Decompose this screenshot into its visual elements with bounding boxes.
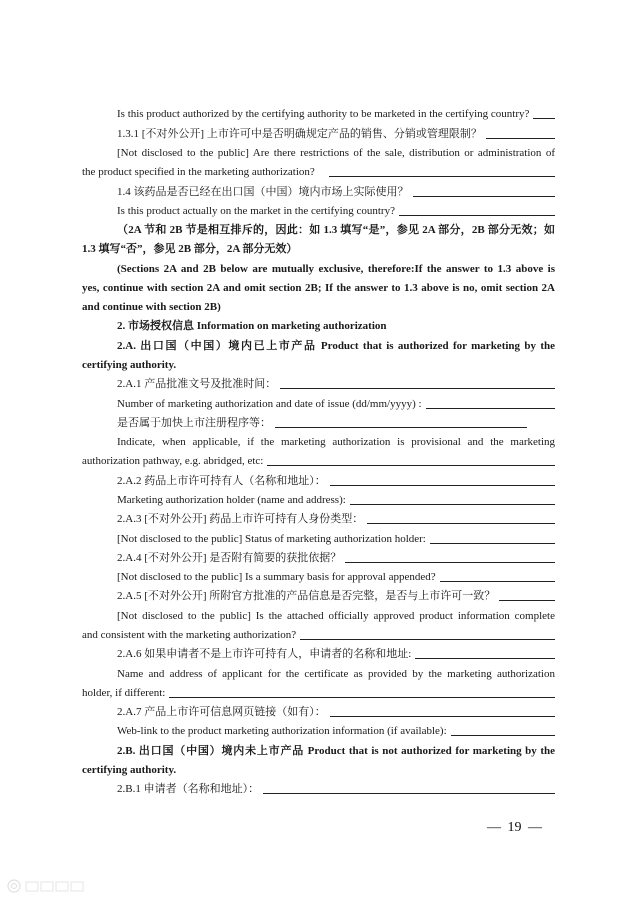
q2b1-question-zh: 2.B.1 申请者（名称和地址）： [117, 783, 260, 796]
q2a7-en-row [82, 722, 555, 741]
exclusivity-note-en-line1: (Sections 2A and 2B below are mutually exclusive, therefore:If the answer to 1.3 above is [117, 262, 555, 275]
section-2a-heading-line1: 2.A. 出口国（中国）境内已上市产品 Product that is authorized for marketing by the [117, 339, 555, 352]
answer-blank [267, 465, 555, 466]
q1-4-en-row [82, 202, 555, 221]
q2a6-question-en-line2: holder, if different: [82, 686, 166, 699]
answer-blank [330, 485, 555, 486]
q2a3-zh-row [82, 510, 555, 529]
q2a6-zh-row [82, 645, 555, 664]
section-2a-heading-line2: certifying authority. [82, 359, 177, 372]
q1-3-1-zh-row [82, 125, 555, 144]
q2a3-question-en: [Not disclosed to the public] Status of marketing authorization holder: [117, 532, 426, 545]
q2a5-zh-row [82, 587, 555, 606]
section-2-heading: 2. 市场授权信息 Information on marketing authorization [117, 320, 387, 333]
answer-blank [533, 118, 555, 119]
q2a1-zh-row [82, 375, 555, 394]
form-body [82, 105, 555, 799]
section-2b-heading-line2: certifying authority. [82, 763, 177, 776]
q2a7-question-en: Web-link to the product marketing authorization information (if available): [117, 725, 447, 738]
q2a1-pathway-question-zh: 是否属于加快上市注册程序等： [117, 416, 271, 429]
q2a4-en-row [82, 568, 555, 587]
q2a6-en-row [82, 684, 555, 703]
q2a1-pathway-question-en-line1: Indicate, when applicable, if the marketing authorization is provisional and the marketing [117, 436, 555, 449]
exclusivity-note-en-line3: and continue with section 2B) [82, 301, 221, 314]
q2a2-zh-row [82, 472, 555, 491]
q1-4-question-en: Is this product actually on the market in the certifying country? [117, 204, 395, 217]
q2a5-question-zh: 2.A.5 [不对外公开] 所附官方批准的产品信息是否完整，是否与上市许可一致？ [117, 590, 496, 603]
q1-3-1-question-zh: 1.3.1 [不对外公开] 上市许可中是否明确规定产品的销售、分销或管理限制？ [117, 127, 482, 140]
answer-blank [430, 543, 555, 544]
q2a3-en-row [82, 530, 555, 549]
q2b1-zh-row [82, 780, 555, 799]
answer-blank [263, 793, 555, 794]
answer-blank [399, 215, 555, 216]
q1-4-question-zh: 1.4 该药品是否已经在出口国（中国）境内市场上实际使用？ [117, 185, 409, 198]
answer-blank [426, 408, 555, 409]
answer-blank [440, 581, 555, 582]
q2a1-pathway-en-row [82, 452, 555, 471]
q1-3-1-question-en-line1: [Not disclosed to the public] Are there restrictions of the sale, distribution or administration of [117, 146, 555, 159]
q2a1-pathway-zh-row [82, 414, 555, 433]
q1-3-en-row [82, 105, 555, 124]
answer-blank [486, 138, 555, 139]
q2a1-question-en: Number of marketing authorization and date of issue (dd/mm/yyyy) : [117, 397, 422, 410]
q2a1-question-zh: 2.A.1 产品批准文号及批准时间： [117, 378, 277, 391]
answer-blank [329, 176, 555, 177]
answer-blank [413, 196, 556, 197]
section-2b-heading-line1: 2.B. 出口国（中国）境内未上市产品 Product that is not authorized for marketing by the [117, 744, 555, 757]
q1-3-1-question-en-line2: the product specified in the marketing authorization? [82, 166, 315, 179]
exclusivity-note-en-line2: yes, continue with section 2A and omit section 2B; If the answer to 1.3 above is no, omit section 2A [82, 281, 555, 294]
q2a4-zh-row [82, 549, 555, 568]
exclusivity-note-zh-line1: （2A 节和 2B 节是相互排斥的，因此：如 1.3 填写“是”，参见 2A 部分，2B 部分无效；如 [117, 224, 555, 237]
q2a5-question-en-line1: [Not disclosed to the public] Is the attached officially approved product information complete [117, 609, 555, 622]
answer-blank [300, 639, 555, 640]
q1-4-zh-row [82, 183, 555, 202]
watermark-logo [6, 877, 88, 895]
q2a2-question-zh: 2.A.2 药品上市许可持有人（名称和地址）： [117, 474, 326, 487]
answer-blank [330, 716, 555, 717]
q2a1-en-row [82, 395, 555, 414]
q1-3-1-en-row [82, 163, 555, 182]
q2a2-en-row [82, 491, 555, 510]
q2a2-question-en: Marketing authorization holder (name and address): [117, 494, 346, 507]
page-number: — 19 — [487, 820, 542, 835]
q2a7-question-zh: 2.A.7 产品上市许可信息网页链接（如有）： [117, 706, 326, 719]
answer-blank [280, 388, 555, 389]
answer-blank [499, 600, 555, 601]
q2a6-question-zh: 2.A.6 如果申请者不是上市许可持有人，申请者的名称和地址: [117, 648, 412, 661]
answer-blank [345, 562, 555, 563]
q2a6-question-en-line1: Name and address of applicant for the certificate as provided by the marketing authorization [117, 667, 555, 680]
q1-3-question-en: Is this product authorized by the certifying authority to be marketed in the certifying country? [117, 108, 530, 121]
answer-blank [367, 523, 555, 524]
answer-blank [451, 735, 555, 736]
exclusivity-note-zh-line2: 1.3 填写“否”，参见 2B 部分，2A 部分无效） [82, 243, 298, 256]
answer-blank [415, 658, 555, 659]
q2a5-en-row [82, 626, 555, 645]
answer-blank [350, 504, 555, 505]
q2a1-pathway-question-en-line2: authorization pathway, e.g. abridged, etc: [82, 455, 264, 468]
q2a4-question-zh: 2.A.4 [不对外公开] 是否附有简要的获批依据？ [117, 551, 342, 564]
q2a3-question-zh: 2.A.3 [不对外公开] 药品上市许可持有人身份类型： [117, 513, 364, 526]
q2a7-zh-row [82, 703, 555, 722]
q2a5-question-en-line2: and consistent with the marketing authorization? [82, 628, 297, 641]
q2a4-question-en: [Not disclosed to the public] Is a summary basis for approval appended? [117, 571, 436, 584]
answer-blank [169, 697, 555, 698]
answer-blank [275, 427, 527, 428]
